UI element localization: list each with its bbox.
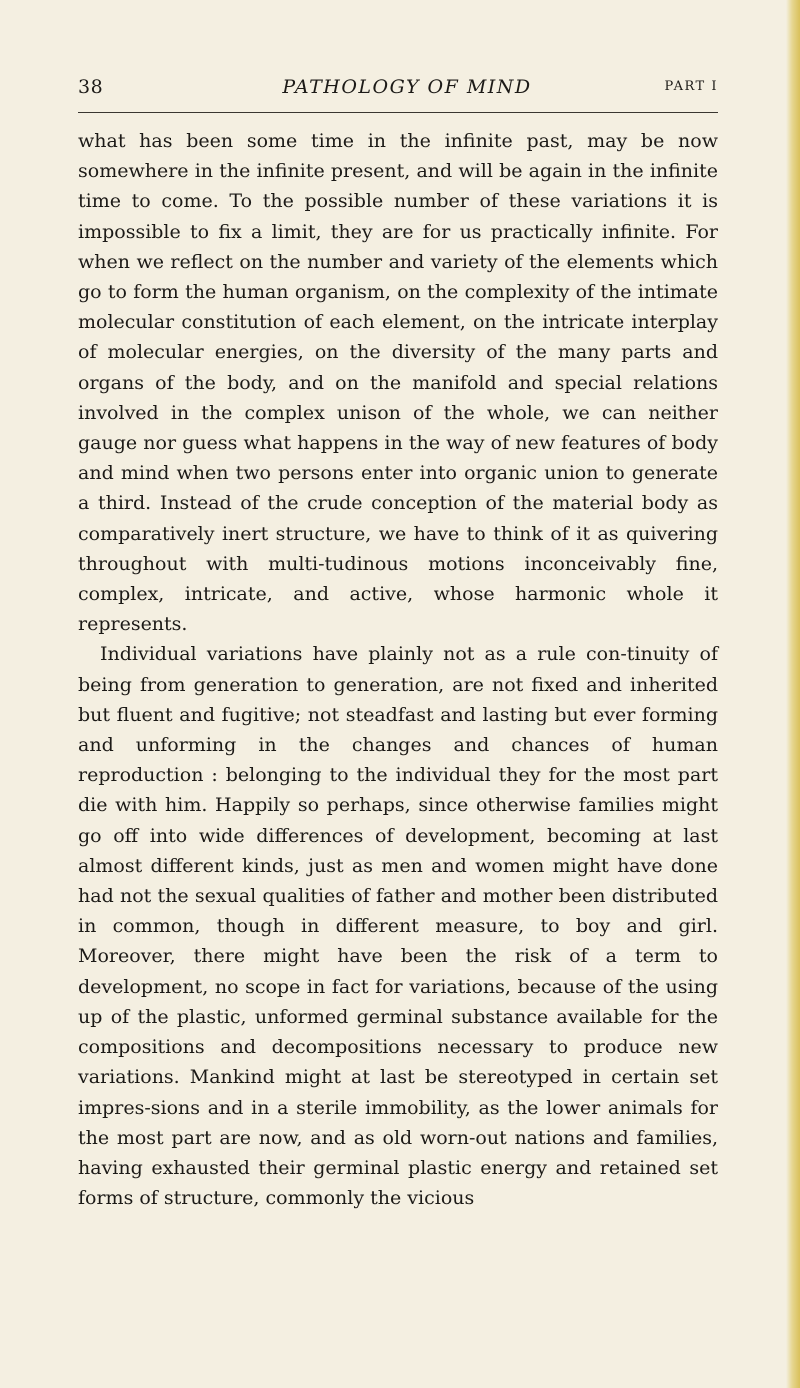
header-rule bbox=[78, 112, 718, 113]
paragraph: what has been some time in the infinite past, may be now somewhere in the infinite present, and will be again in the infinite time to come. To the possible number of these variations it is impossible to fix a limit, they are for us practically infinite. For when we reflect on the number and variety of the elements which go to form the human organism, on the complexity of the intimate molecular constitution of each element, on the intricate interplay of molecular energies, on the diversity of the many parts and organs of the body, and on the manifold and special relations involved in the complex unison of the whole, we can neither gauge nor guess what happens in the way of new features of body and mind when two persons enter into organic union to generate a third. Instead of the crude conception of the material body as comparatively inert structure, we have to think of it as quivering throughout with multi-tudinous motions inconceivably fine, complex, intricate, and active, whose harmonic whole it represents. bbox=[78, 130, 718, 636]
page-edge bbox=[786, 0, 800, 1388]
page-header bbox=[78, 76, 718, 116]
paragraph: Individual variations have plainly not as a rule con-tinuity of being from generation to generation, are not fixed and inherited but fluent and fugitive; not steadfast and lasting but ever forming and unforming in the changes and chances of human reproduction : belonging to the individual they for the most part die with him. Happily so perhaps, since otherwise families might go off into wide differences of development, becoming at last almost different kinds, just as men and women might have done had not the sexual qualities of father and mother been distributed in common, though in different measure, to boy and girl. Moreover, there might have been the risk of a term to development, no scope in fact for variations, because of the using up of the plastic, unformed germinal substance available for the compositions and decompositions necessary to produce new variations. Mankind might at last be stereotyped in certain set impres-sions and in a sterile immobility, as the lower animals for the most part are now, and as old worn-out nations and families, having exhausted their germinal plastic energy and retained set forms of structure, commonly the vicious bbox=[78, 643, 718, 1210]
body-text bbox=[78, 126, 718, 1213]
part-label: PART I bbox=[664, 79, 718, 94]
page-number: 38 bbox=[78, 76, 104, 98]
running-title: PATHOLOGY OF MIND bbox=[282, 76, 532, 98]
